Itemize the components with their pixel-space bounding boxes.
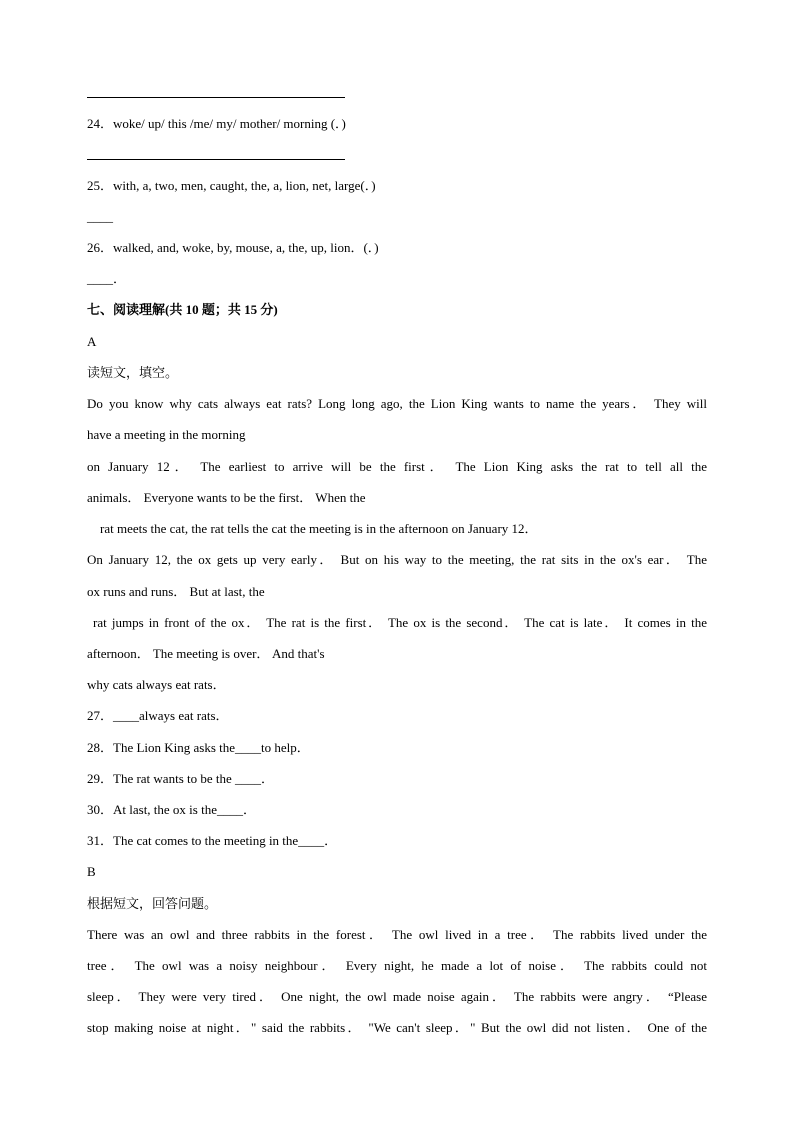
- passage-b-instruction: 根据短文，回答问题。: [87, 896, 218, 911]
- answer-line-24: [87, 159, 345, 160]
- passage-a-line: rat meets the cat, the rat tells the cat the meeting is in the afternoon on January 12．: [100, 521, 538, 536]
- passage-b-line: tree． The owl was a noisy neighbour． Every night, he made a lot of noise． The rabbits could not: [87, 958, 707, 973]
- passage-b-label: B: [87, 864, 96, 879]
- passage-a-line: have a meeting in the morning: [87, 427, 246, 442]
- passage-a-line: rat jumps in front of the ox． The rat is the first． The ox is the second． The cat is late． It comes in the: [93, 615, 707, 630]
- question-27: 27．____always eat rats．: [87, 708, 229, 723]
- answer-blank-25: ____: [87, 209, 113, 224]
- passage-a-line: ox runs and runs． But at last, the: [87, 584, 265, 599]
- passage-a-label: A: [87, 334, 97, 349]
- passage-a-line: why cats always eat rats．: [87, 677, 226, 692]
- question-31: 31．The cat comes to the meeting in the____．: [87, 833, 338, 848]
- passage-a-line: Do you know why cats always eat rats? Long long ago, the Lion King wants to name the years． They will: [87, 396, 707, 411]
- passage-a-line: On January 12, the ox gets up very early． But on his way to the meeting, the rat sits in the ox's ear． The: [87, 552, 707, 567]
- answer-blank-26: ____．: [87, 271, 127, 286]
- question-29: 29．The rat wants to be the ____．: [87, 771, 275, 786]
- question-26: 26．walked, and, woke, by, mouse, a, the, up, lion．(．): [87, 240, 379, 255]
- question-24: 24．woke/ up/ this /me/ my/ mother/ morning (．): [87, 116, 346, 131]
- passage-a-instruction: 读短文，填空。: [87, 365, 179, 380]
- question-28: 28．The Lion King asks the____to help．: [87, 740, 310, 755]
- passage-a-line: animals． Everyone wants to be the first． When the: [87, 490, 366, 505]
- passage-b-line: stop making noise at night．" said the rabbits． "We can't sleep．" But the owl did not listen． One of the: [87, 1020, 707, 1035]
- answer-line-top: [87, 97, 345, 98]
- passage-b-line: sleep． They were very tired． One night, the owl made noise again． The rabbits were angry． “Please: [87, 989, 707, 1004]
- section-7-heading: 七、阅读理解(共 10 题；共 15 分): [87, 302, 278, 317]
- passage-b-line: There was an owl and three rabbits in the forest． The owl lived in a tree． The rabbits lived under the: [87, 927, 707, 942]
- question-25: 25．with, a, two, men, caught, the, a, lion, net, large(．): [87, 178, 376, 193]
- passage-a-line: on January 12． The earliest to arrive will be the first． The Lion King asks the rat to tell all the: [87, 459, 707, 474]
- question-30: 30．At last, the ox is the____．: [87, 802, 256, 817]
- passage-a-line: afternoon． The meeting is over． And that's: [87, 646, 325, 661]
